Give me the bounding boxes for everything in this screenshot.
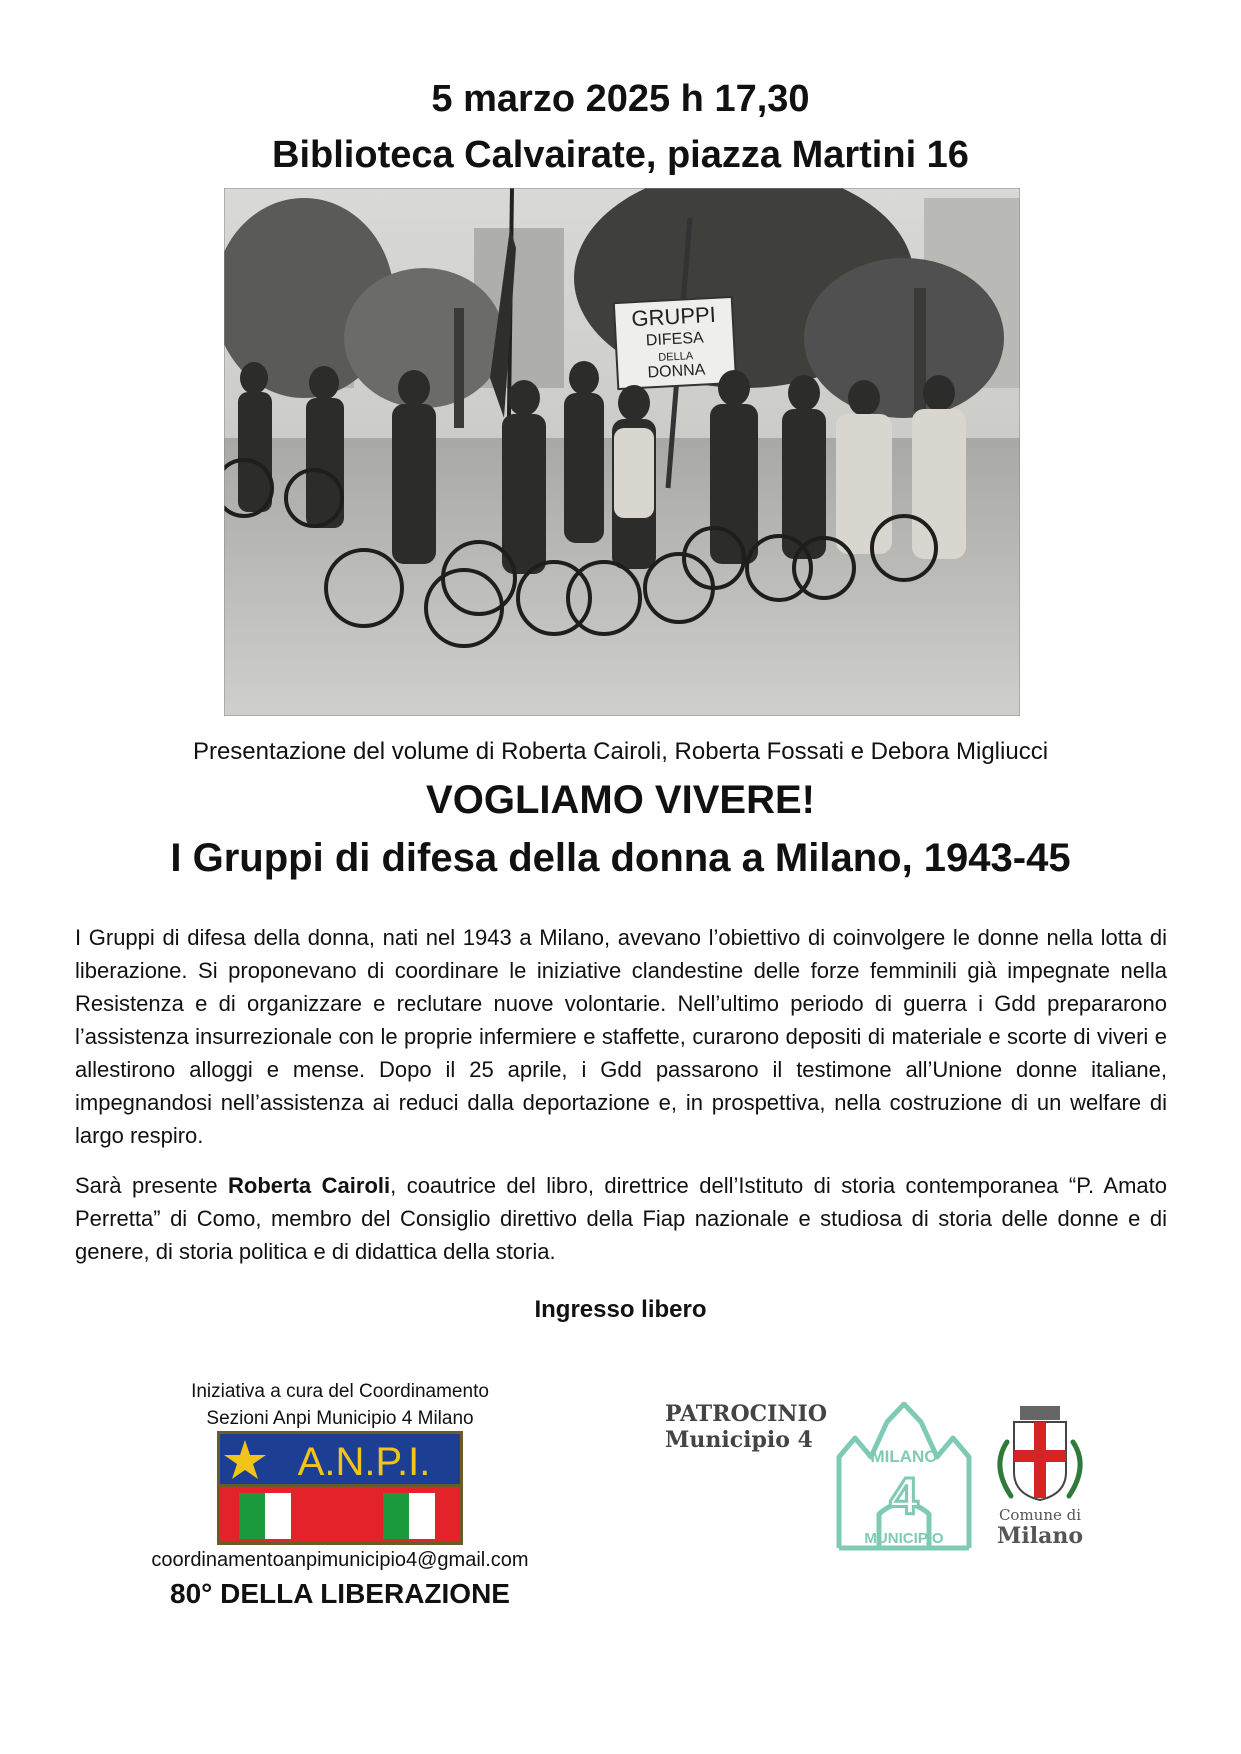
- comune-di-milano-logo: [987, 1402, 1093, 1552]
- municipio-4-logo: [833, 1402, 975, 1552]
- photo-sign-text-line: DIFESA: [645, 329, 705, 350]
- entry-note: Ingresso libero: [534, 1296, 707, 1323]
- speaker-bio: , coautrice del libro, direttrice dell’Istituto di storia contemporanea “P. Amato Perretta” di Como, membro del Consiglio direttivo della Fiap nazionale e studiosa di storia delle donne e di genere, di storia politica e di didattica della storia.: [75, 1173, 1167, 1264]
- municipio-logo-top-text: MILANO: [870, 1447, 938, 1466]
- speaker-name: Roberta Cairoli: [228, 1173, 391, 1198]
- photo-sign-text-line: DONNA: [647, 361, 706, 382]
- comune-line-1: Comune di: [998, 1506, 1082, 1524]
- organizer-line-1: Iniziativa a cura del Coordinamento: [191, 1381, 489, 1402]
- event-venue: Biblioteca Calvairate, piazza Martini 16: [272, 134, 969, 176]
- book-title: VOGLIAMO VIVERE!: [426, 778, 815, 822]
- description-paragraph: I Gruppi di difesa della donna, nati nel 1943 a Milano, avevano l’obiettivo di coinvolgere le donne nella lotta di liberazione. Si proponevano di coordinare le iniziative clandestine delle forze femminili già impegnate nella Resistenza e di organizzare e reclutare nuove volontarie. Nell’ultimo periodo di guerra i Gdd prepararono l’assistenza insurrezionale con le proprie infermiere e staffette, curarono depositi di materiale e scorte di viveri e allestirono alloggi e mense. Dopo il 25 aprile, i Gdd passarono il testimone all’Unione donne italiane, impegnandosi nell’assistenza ai reduci dalla deportazione e, in prospettiva, nella costruzione di un welfare di largo respiro.: [75, 925, 1167, 1148]
- comune-line-2: Milano: [997, 1523, 1083, 1549]
- patronage-line-1: PATROCINIO: [665, 1401, 827, 1427]
- speaker-intro: Sarà presente: [75, 1173, 218, 1198]
- patronage-line-2: Municipio 4: [665, 1427, 813, 1453]
- organizer-block: [120, 1378, 560, 1432]
- historic-photo: [224, 188, 1020, 716]
- organizer-line-2: Sezioni Anpi Municipio 4 Milano: [206, 1408, 474, 1429]
- anpi-logo: [217, 1431, 463, 1545]
- anniversary-label: 80° DELLA LIBERAZIONE: [170, 1578, 510, 1609]
- contact-email[interactable]: coordinamentoanpimunicipio4@gmail.com: [151, 1549, 529, 1571]
- event-date-time: 5 marzo 2025 h 17,30: [431, 78, 810, 120]
- municipio-logo-bottom-text: MUNICIPIO: [864, 1530, 944, 1547]
- crown-icon: [1020, 1406, 1060, 1420]
- photo-sign-text-line: DELLA: [658, 350, 694, 364]
- anpi-logo-text: A.N.P.I.: [297, 1440, 431, 1484]
- photo-sign-text-line: GRUPPI: [630, 301, 717, 332]
- presenters-line: Presentazione del volume di Roberta Cairoli, Roberta Fossati e Debora Migliucci: [192, 738, 1049, 765]
- municipio-logo-number: 4: [889, 1468, 919, 1526]
- speaker-paragraph: [75, 1169, 1167, 1268]
- patronage-block: [665, 1401, 827, 1453]
- book-subtitle: I Gruppi di difesa della donna a Milano, 1943-45: [170, 836, 1071, 880]
